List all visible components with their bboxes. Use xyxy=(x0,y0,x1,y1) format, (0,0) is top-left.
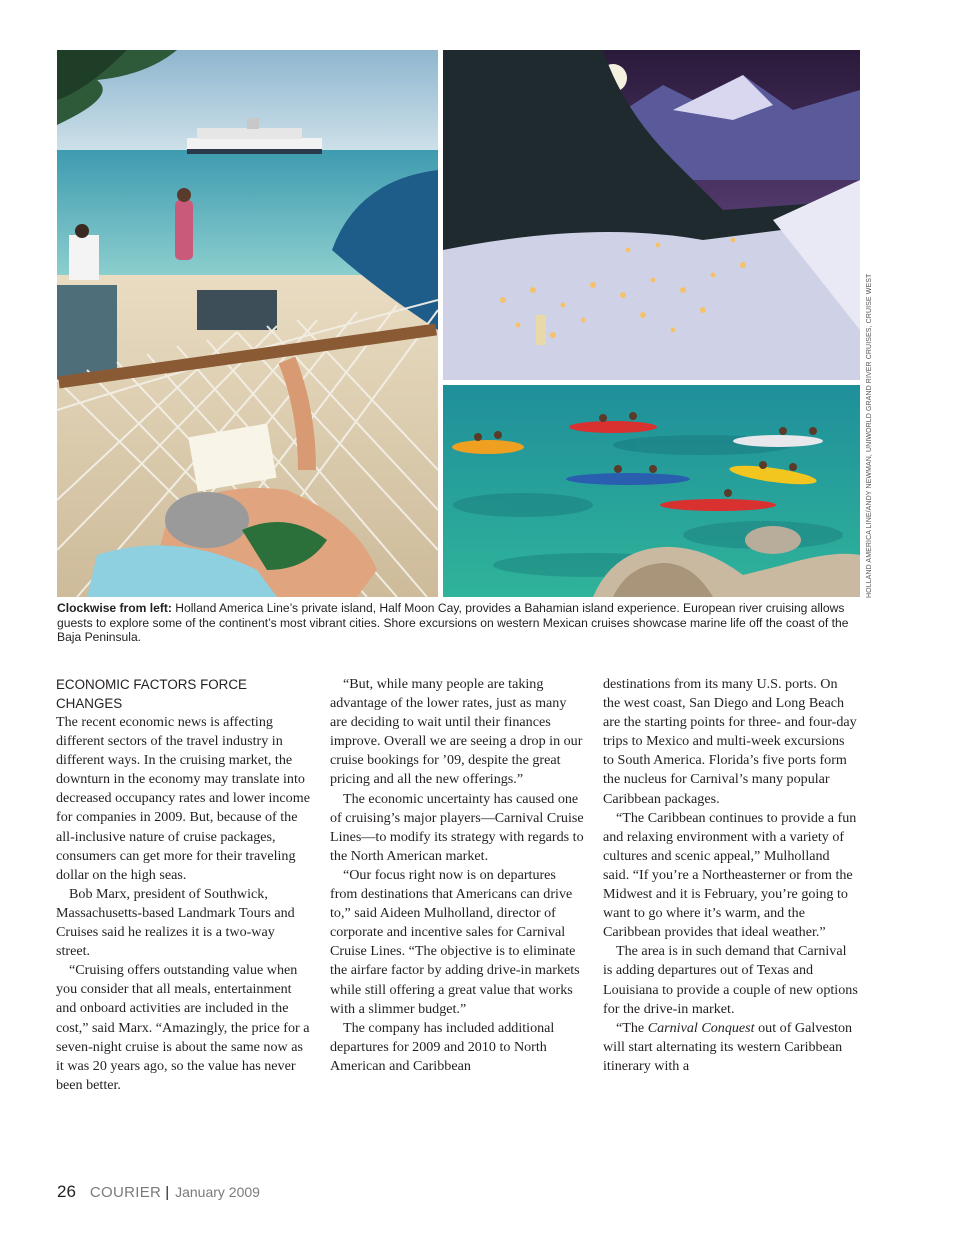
article-paragraph: destinations from its many U.S. ports. On the west coast, San Diego and Long Beach are the starting points for three- and four-day trips to Mexico and multi-week excursions to South America. Florida’s five ports form the nucleus for Carnival’s many popular Caribbean packages. xyxy=(603,676,857,807)
article-column-1 xyxy=(56,675,311,1095)
article-paragraph: The area is in such demand that Carnival is adding departures out of Texas and Louisiana to provide a couple of new options for the drive-in market. xyxy=(603,943,858,1017)
article-column-2 xyxy=(330,675,585,1076)
article-paragraph: The recent economic news is affecting different sectors of the travel industry in different ways. In the cruising market, the downturn in the economy may translate into decreased occupancy rates and lower income for companies in 2009. But, because of the all-inclusive nature of cruise packages, consumers can get more for their traveling dollar on the high seas. xyxy=(56,714,310,883)
page-footer xyxy=(57,1182,260,1202)
photo-beach-hammock xyxy=(57,50,438,597)
photo-alpine-village xyxy=(443,50,860,380)
photo-caption xyxy=(57,601,860,645)
photo-credit: HOLLAND AMERICA LINE/ANDY NEWMAN, UNIWORLD GRAND RIVER CRUISES, CRUISE WEST xyxy=(866,273,873,598)
photo-kayaks xyxy=(443,385,860,597)
page-number: 26 xyxy=(57,1182,76,1201)
issue-date: January 2009 xyxy=(175,1184,260,1200)
magazine-name: COURIER xyxy=(89,1184,162,1201)
article-paragraph: “Cruising offers outstanding value when you consider that all meals, entertainment and onboard activities are included in the cost,” said Marx. “Amazingly, the price for a seven-night cruise is about the same now as it was 20 years ago, so the value has never been better. xyxy=(56,962,310,1093)
text-run: out of Galveston will start alternating its western Caribbean itinerary with a xyxy=(603,1019,853,1074)
article-paragraph: “The Caribbean continues to provide a fun and relaxing environment with a variety of cultures and scenic appeal,” Mulholland said. “If you’re a Northeasterner or from the Midwest and it is February, you’re going to want to go where it’s warm, and the Caribbean provides that ideal weather.” xyxy=(603,809,857,941)
article-paragraph: “Our focus right now is on departures from destinations that Americans can drive to,” said Aideen Mulholland, director of corporate and incentive sales for Carnival Cruise Lines. “The objective is to eliminate the airfare factor by adding drive-in markets while still offering a great value that works with a slimmer budget.” xyxy=(330,866,580,1017)
footer-separator: | xyxy=(165,1184,170,1201)
article-paragraph: “But, while many people are taking advantage of the lower rates, just as many are deciding to wait until their finances improve. Overall we are seeing a drop in our cruise bookings for ’09, despite the great pricing and all the new offerings.” xyxy=(330,676,583,788)
article-paragraph: Bob Marx, president of Southwick, Massachusetts-based Landmark Tours and Cruises said he realizes it is a two-way street. xyxy=(56,885,295,960)
ship-name: Carnival Conquest xyxy=(647,1019,755,1036)
caption-text: Holland America Line’s private island, Half Moon Cay, provides a Bahamian island experience. European river cruising allows guests to explore some of the continent’s most vibrant cities. Shore excursions on western Mexican cruises showcase marine life off the coast of the Baja Peninsula. xyxy=(57,601,849,645)
article-paragraph xyxy=(603,1019,858,1076)
article-paragraph: The company has included additional departures for 2009 and 2010 to North American and Caribbean xyxy=(330,1019,555,1074)
article-subhead: ECONOMIC FACTORS FORCE CHANGES xyxy=(56,677,247,711)
article-column-3 xyxy=(603,675,858,1076)
caption-lead: Clockwise from left: xyxy=(57,601,172,615)
article-paragraph: The economic uncertainty has caused one of cruising’s major players—Carnival Cruise Lines—to modify its strategy with regards to the North American market. xyxy=(330,790,584,864)
text-run: “The xyxy=(616,1019,648,1036)
